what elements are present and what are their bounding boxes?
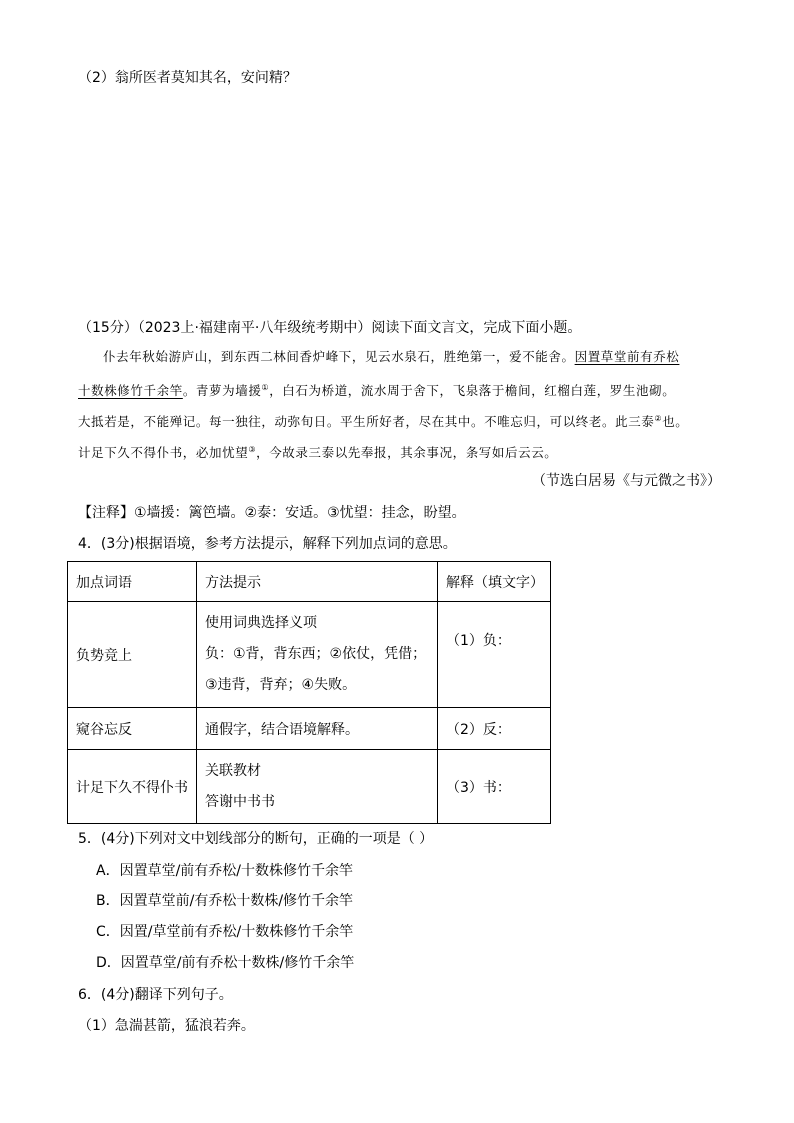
passage-line-3: 大抵若是，不能殚记。每一独往，动弥旬日。平生所好者，尽在其中。不唯忘归，可以终老。此三泰②也。 <box>78 414 689 430</box>
table-cell-answer[interactable]: （3）书： <box>438 750 551 824</box>
hint-line: 负：①背，背东西；②依仗，凭借； <box>205 646 427 662</box>
question-4-table <box>67 561 551 824</box>
question-6-item-1: （1）急湍甚箭，猛浪若奔。 <box>78 1018 255 1034</box>
table-header-cell: 方法提示 <box>197 562 438 602</box>
table-cell-word: 计足下久不得仆书 <box>68 750 197 824</box>
passage-line-2: 十数株修竹千余竿。青萝为墙援①，白石为桥道，流水周于舍下，飞泉落于檐间，红榴白莲，罗生池砌。 <box>78 383 676 399</box>
passage-source: （节选白居易《与元微之书》） <box>532 473 721 489</box>
table-cell-answer[interactable]: （2）反： <box>438 708 551 750</box>
table-row <box>68 750 551 824</box>
option-b[interactable]: B．因置草堂前/有乔松十数株/修竹千余竿 <box>96 893 354 909</box>
option-d[interactable]: D．因置草堂/前有乔松十数株/修竹千余竿 <box>96 955 355 971</box>
question-4-stem: 4．(3分)根据语境，参考方法提示，解释下列加点词的意思。 <box>78 536 457 552</box>
option-c[interactable]: C．因置/草堂前有乔松/十数株修竹千余竿 <box>96 924 354 940</box>
passage-line-1: 仆去年秋始游庐山，到东西二林间香炉峰下，见云水泉石，胜绝第一，爱不能舍。因置草堂前有乔松 <box>103 349 680 364</box>
passage-notes: 【注释】①墙援：篱笆墙。②泰：安适。③忧望：挂念，盼望。 <box>78 505 466 521</box>
question-6-stem: 6．(4分)翻译下列句子。 <box>78 987 233 1003</box>
question-5-stem: 5．(4分)下列对文中划线部分的断句，正确的一项是（ ） <box>78 831 434 847</box>
question-3-2: （2）翁所医者莫知其名，安问精？ <box>78 70 297 86</box>
table-row <box>68 602 551 708</box>
hint-line: 答谢中书书 <box>205 793 275 810</box>
section-header: （15分）（2023上·福建南平·八年级统考期中）阅读下面文言文，完成下面小题。 <box>78 320 582 336</box>
hint-line: 关联教材 <box>205 762 261 779</box>
option-a[interactable]: A．因置草堂/前有乔松/十数株修竹千余竿 <box>96 863 354 879</box>
hint-line: ③违背，背弃；④失败。 <box>205 677 357 693</box>
table-cell-answer[interactable]: （1）负： <box>438 602 551 708</box>
table-cell-word: 窥谷忘反 <box>68 708 197 750</box>
hint-line: 使用词典选择义项 <box>205 615 317 631</box>
table-header-cell: 加点词语 <box>68 562 197 602</box>
table-cell-word: 负势竞上 <box>68 602 197 708</box>
table-cell-hint <box>197 602 438 708</box>
passage-line-4: 计足下久不得仆书，必加忧望③，今故录三泰以先奉报，其余事况，条写如后云云。 <box>78 445 558 461</box>
table-header-cell: 解释（填文字） <box>438 562 551 602</box>
table-header-row <box>68 562 551 602</box>
table-cell-hint: 通假字，结合语境解释。 <box>197 708 438 750</box>
table-cell-hint <box>197 750 438 824</box>
table-row <box>68 708 551 750</box>
